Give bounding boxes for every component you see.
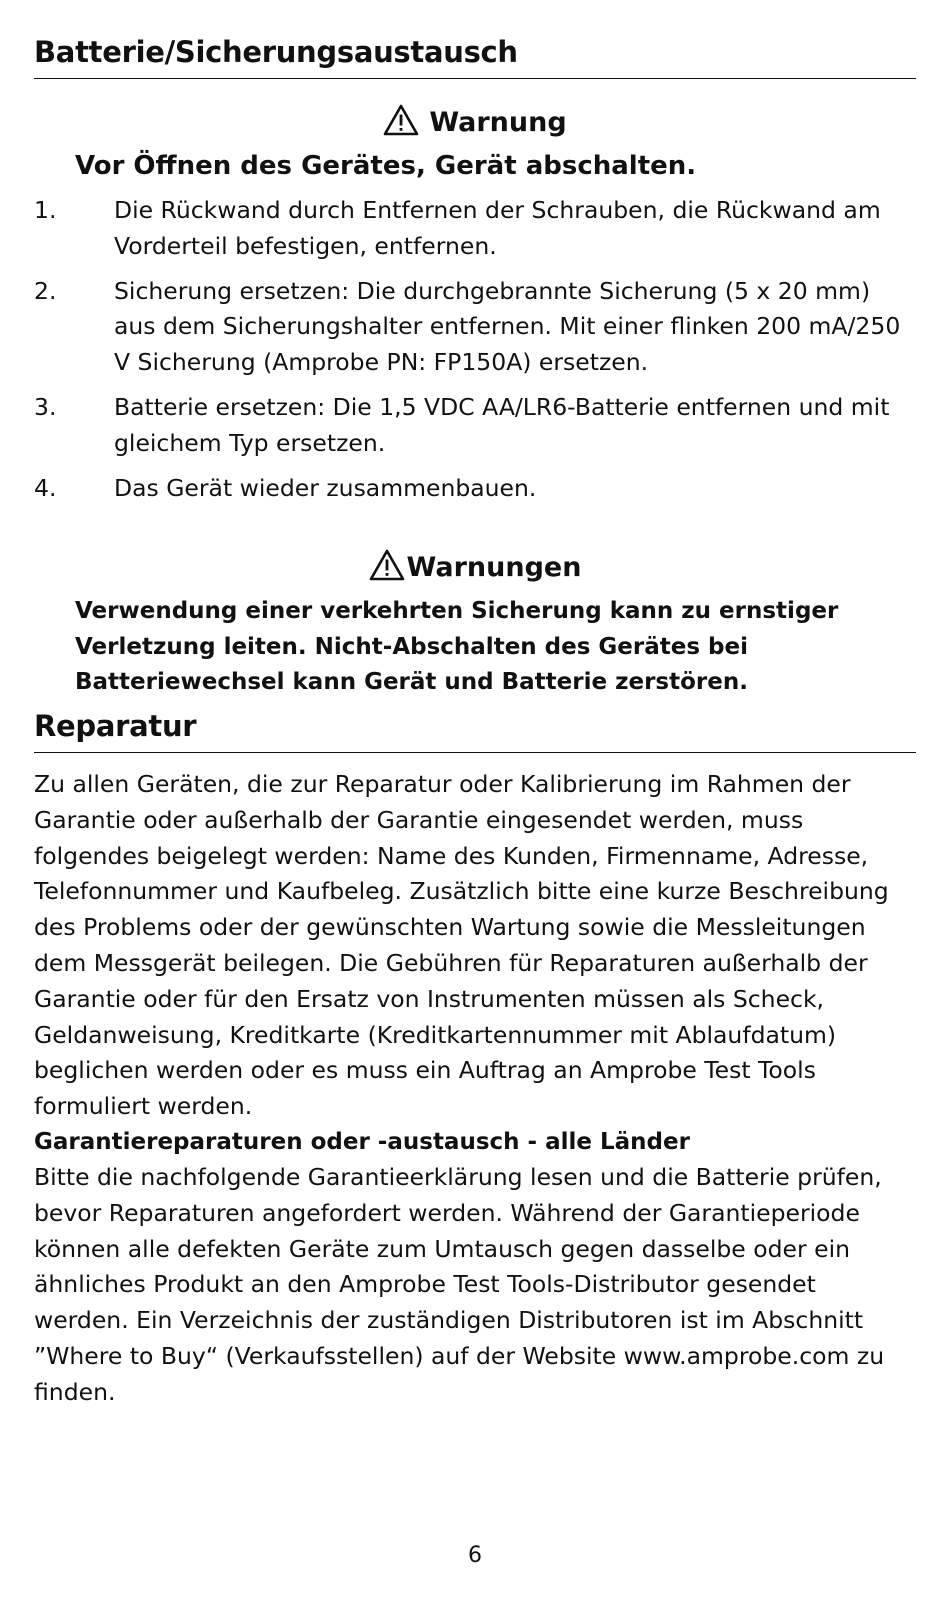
step-number: 1. [34,196,57,224]
step-text: Das Gerät wieder zusammenbauen. [114,473,537,502]
list-item [34,274,916,381]
step-text: Batterie ersetzen: Die 1,5 VDC AA/LR6-Batterie entfernen und mit gleichem Typ ersetzen. [114,392,890,457]
step-text: Die Rückwand durch Entfernen der Schrauben, die Rückwand am Vorderteil befestigen, entfernen. [114,196,881,260]
warnings-title [34,549,916,585]
steps-list [34,193,916,515]
step-number: 4. [34,473,57,502]
warranty-subheading: Garantiereparaturen oder -austausch - alle Länder [34,1129,690,1155]
warning-triangle-icon [383,104,419,136]
warning-title-text: Warnung [429,107,567,138]
list-item [34,193,916,265]
section-heading-battery: Batterie/Sicherungsaustausch [34,35,518,69]
warning-triangle-icon [369,549,405,581]
warnings-title-text: Warnungen [406,552,582,583]
page-number: 6 [468,1543,482,1568]
heading-rule [34,78,916,79]
warranty-paragraph: Bitte die nachfolgende Garantieerklärung lesen und die Batterie prüfen, bevor Reparaturen angefordert werden. Während der Garantieperiode können alle defekten Geräte zum Umtausch gegen dasselbe oder ein ähnliches Produkt an den Amprobe Test Tools-Distributor gesendet werden. Ein Verzeichnis der zuständigen Distributoren ist im Abschnitt ”Where to Buy“ (Verkaufsstellen) auf der Website www.amprobe.com zu finden. [34,1163,885,1406]
repair-paragraph: Zu allen Geräten, die zur Reparatur oder Kalibrierung im Rahmen der Garantie oder außerhalb der Garantie eingesendet werden, muss folgendes beigelegt werden: Name des Kunden, Firmenname, Adresse, Telefonnummer und Kaufbeleg. Zusätzlich bitte eine kurze Beschreibung des Problems oder der gewünschten Wartung sowie die Messleitungen dem Messgerät beilegen. Die Gebühren für Reparaturen außerhalb der Garantie oder für den Ersatz von Instrumenten müssen als Scheck, Geldanweisung, Kreditkarte (Kreditkartennummer mit Ablaufdatum) beglichen werden oder es muss ein Auftrag an Amprobe Test Tools formuliert werden. [34,770,889,1121]
warning-title [34,104,916,140]
list-item [34,390,916,462]
warning-text: Vor Öffnen des Gerätes, Gerät abschalten. [75,151,697,181]
step-text: Sicherung ersetzen: Die durchgebrannte Sicherung (5 x 20 mm) aus dem Sicherungshalter entfernen. Mit einer flinken 200 mA/250 V Sicherung (Amprobe PN: FP150A) ersetzen. [114,276,901,377]
step-number: 3. [34,392,57,421]
section-heading-repair: Reparatur [34,709,197,743]
step-number: 2. [34,276,57,305]
warnings-text: Verwendung einer verkehrten Sicherung kann zu ernstiger Verletzung leiten. Nicht-Abschalten des Gerätes bei Batteriewechsel kann Gerät und Batterie zerstören. [75,598,839,695]
heading-rule [34,752,916,753]
list-item [34,471,916,507]
